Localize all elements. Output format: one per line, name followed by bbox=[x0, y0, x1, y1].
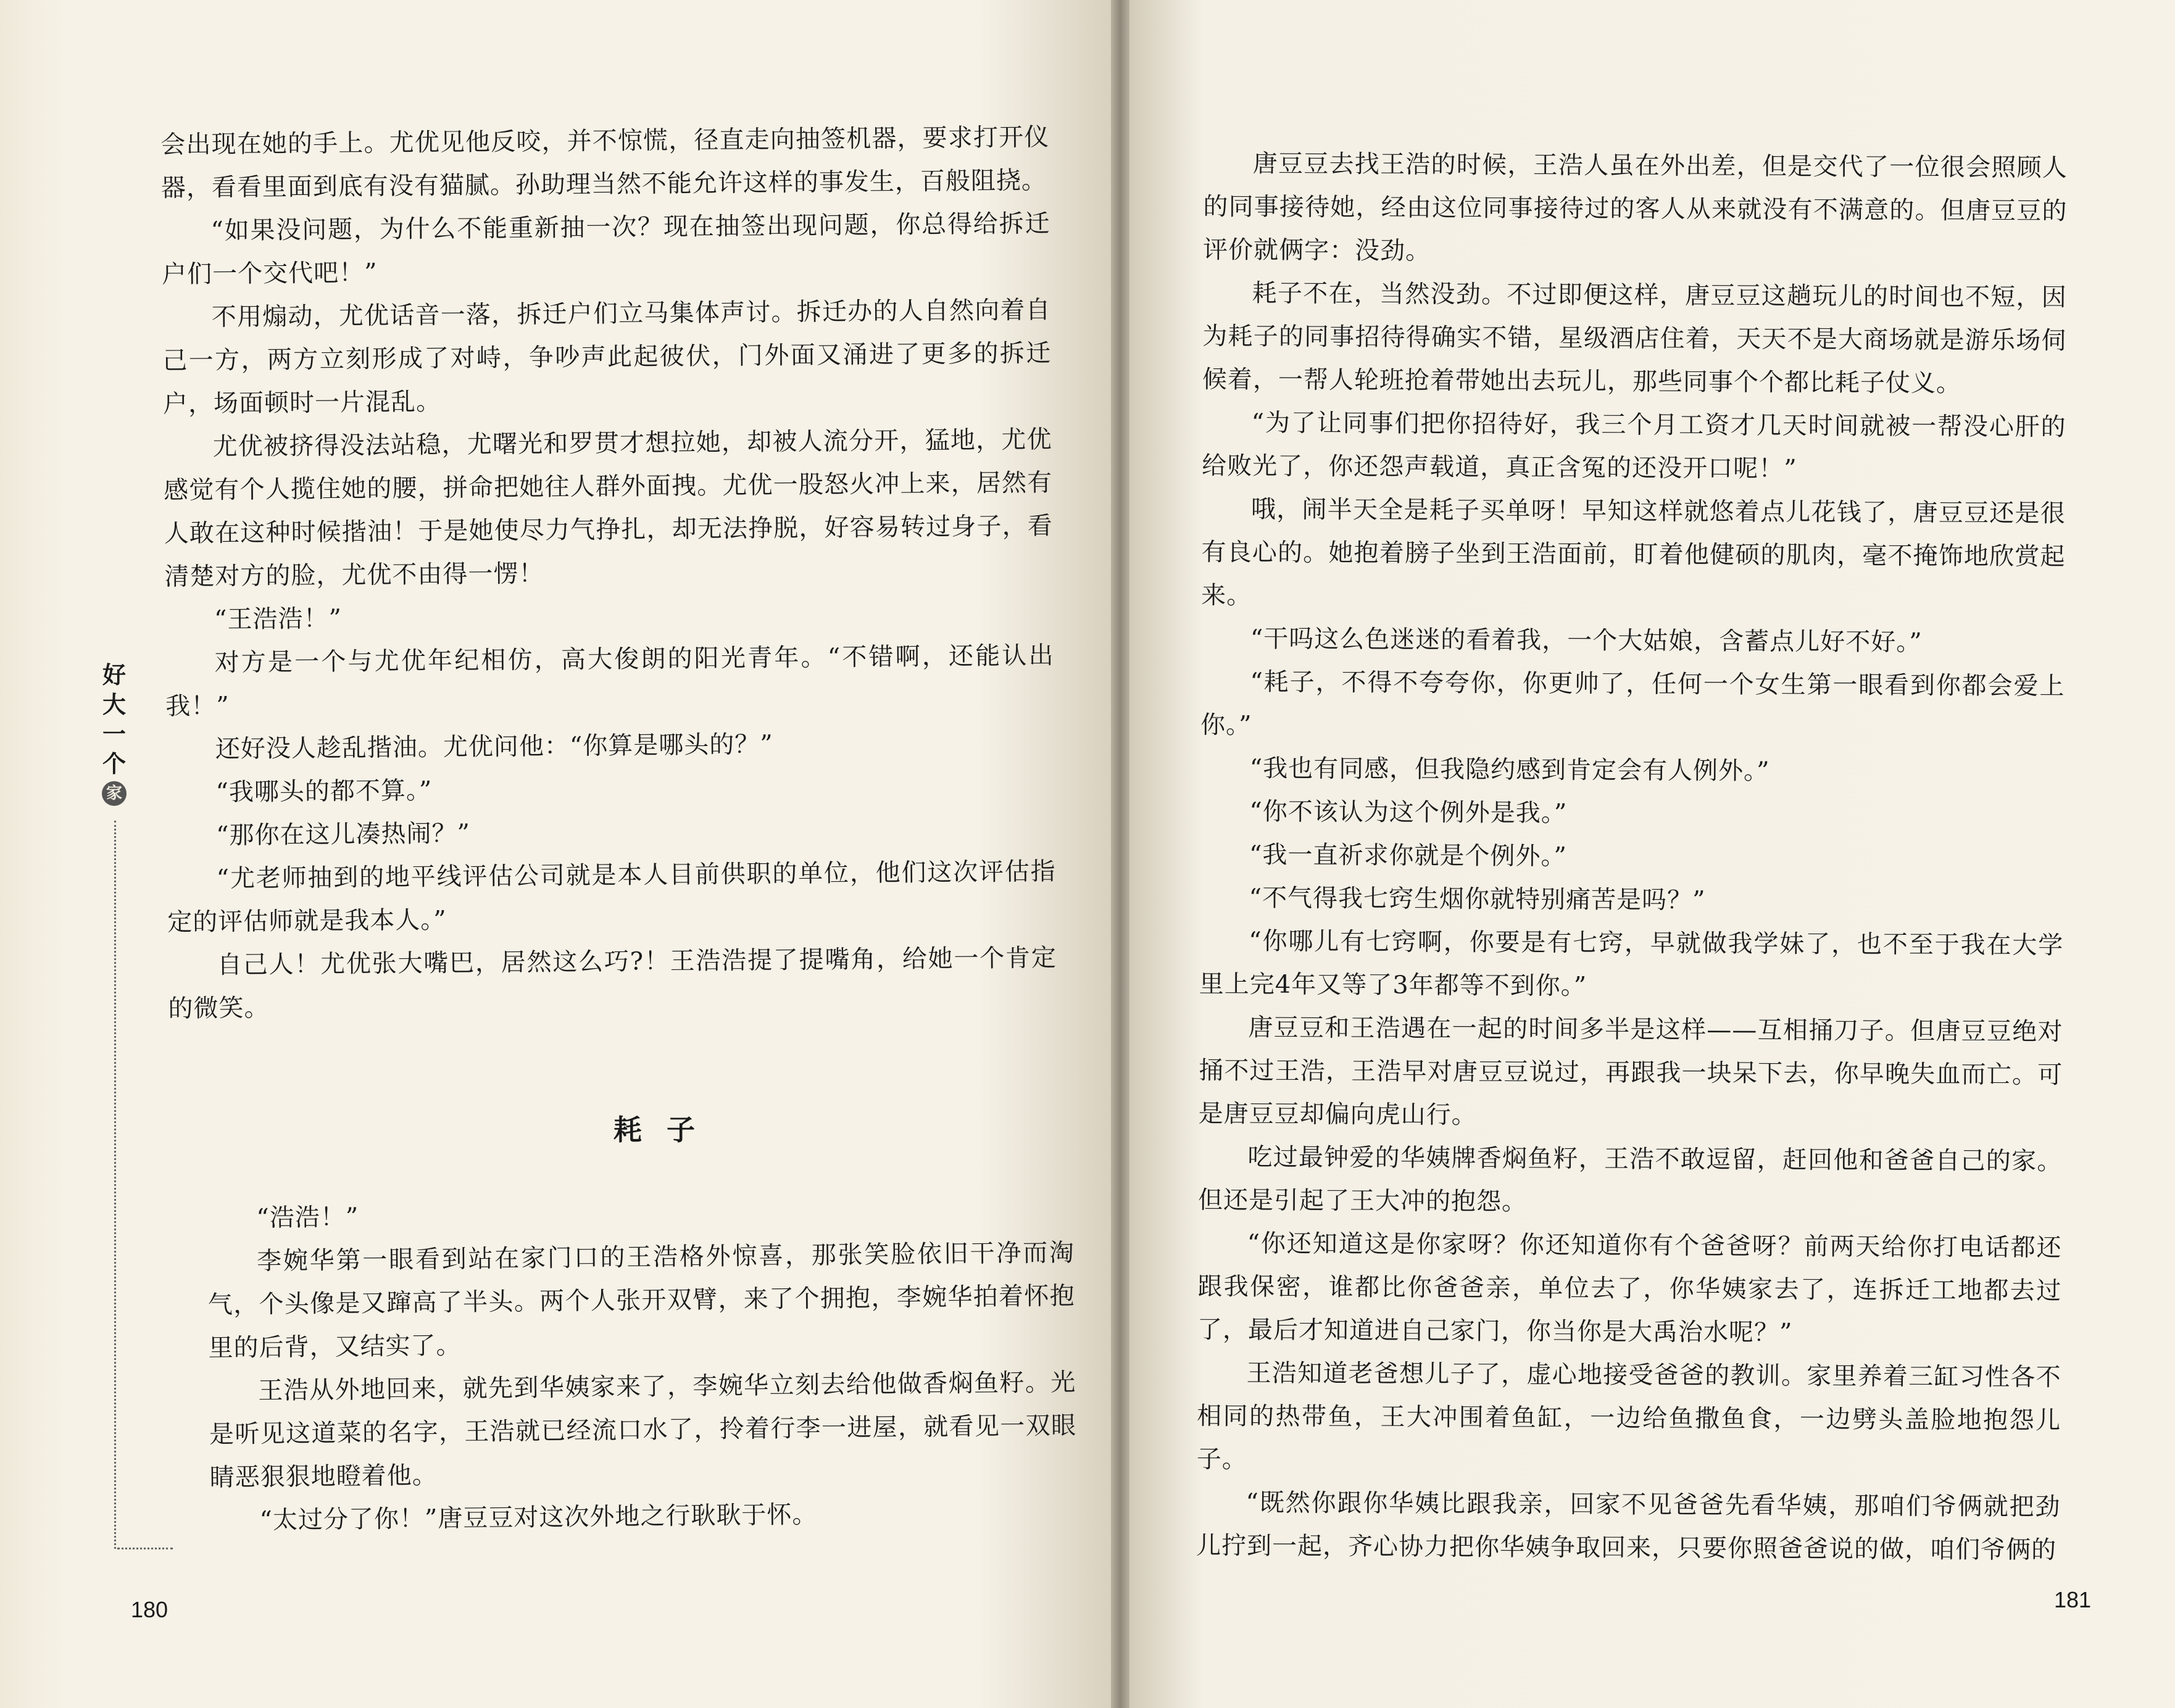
paragraph: 哦，闹半天全是耗子买单呀！早知这样就悠着点儿花钱了，唐豆豆还是很有良心的。她抱着膀子坐到王浩面前，盯着他健硕的肌肉，毫不掩饰地欣赏起来。 bbox=[1201, 495, 2066, 610]
paragraph: 王浩知道老爸想儿子了，虚心地接受爸爸的教训。家里养着三缸习性各不相同的热带鱼，王大冲围着鱼缸，一边给鱼撒鱼食，一边劈头盖脸地抱怨儿子。 bbox=[1196, 1359, 2061, 1474]
paragraph: 唐豆豆和王浩遇在一起的时间多半是这样——互相捅刀子。但唐豆豆绝对捅不过王浩，王浩早对唐豆豆说过，再跟我一块呆下去，你早晚失血而亡。可是唐豆豆却偏向虎山行。 bbox=[1198, 1013, 2063, 1130]
paragraph: “你还知道这是你家呀？你还知道你有个爸爸呀？前两天给你打电话都还跟我保密，谁都比你爸爸亲，单位去了，你华姨家去了，连拆迁工地都去过了，最后才知道进自己家门，你当你是大禹治水呢？” bbox=[1197, 1229, 2062, 1348]
paragraph: “我一直祈求你就是个例外。” bbox=[1249, 840, 1567, 871]
side-dotted-foot-rule bbox=[117, 1548, 173, 1549]
left-body-bottom bbox=[207, 1188, 1078, 1543]
paragraph: “耗子，不得不夸夸你，你更帅了，任何一个女生第一眼看到你都会爱上你。” bbox=[1200, 668, 2065, 740]
paragraph: 不用煽动，尤优话音一落，拆迁户们立马集体声讨。拆迁办的人自然向着自己一方，两方立刻形成了对峙，争吵声此起彼伏，门外面又涌进了更多的拆迁户，场面顿时一片混乱。 bbox=[162, 296, 1052, 418]
paragraph: “王浩浩！” bbox=[214, 604, 343, 634]
paragraph: 耗子不在，当然没劲。不过即便这样，唐豆豆这趟玩儿的时间也不短，因为耗子的同事招待得确实不错，星级酒店住着，天天不是大商场就是游乐场伺候着，一帮人轮班抢着带她出去玩儿，那些同事个个都比耗子仗义。 bbox=[1202, 279, 2067, 398]
page-number-left: 180 bbox=[131, 1597, 168, 1622]
right-body bbox=[1196, 142, 2068, 1572]
paragraph: “干吗这么色迷迷的看着我，一个大姑娘，含蓄点儿好不好。” bbox=[1250, 624, 1923, 657]
paragraph: “浩浩！” bbox=[256, 1203, 359, 1233]
side-title-char: 个 bbox=[102, 750, 126, 777]
side-title-char: 好 bbox=[102, 661, 126, 689]
side-book-title bbox=[99, 660, 130, 806]
side-title-char: 大 bbox=[102, 691, 126, 718]
paragraph: “不气得我七窍生烟你就特别痛苦是吗？” bbox=[1249, 884, 1706, 915]
paragraph: 唐豆豆去找王浩的时候，王浩人虽在外出差，但是交代了一位很会照顾人的同事接待她，经由这位同事接待过的客人从来就没有不满意的。但唐豆豆的评价就俩字：没劲。 bbox=[1202, 149, 2068, 265]
chapter-title: 耗子 bbox=[613, 1113, 720, 1146]
page-number-right: 181 bbox=[2054, 1587, 2092, 1612]
paragraph: 王浩从外地回来，就先到华姨家来了，李婉华立刻去给他做香焖鱼籽。光是听见这道菜的名字，王浩就已经流口水了，拎着行李一进屋，就看见一双眼睛恶狠狠地瞪着他。 bbox=[209, 1368, 1077, 1492]
paragraph: “你哪儿有七窍啊，你要是有七窍，早就做我学妹了，也不至于我在大学里上完4年又等了3年都等不到你。” bbox=[1199, 927, 2064, 1001]
paragraph: “你不该认为这个例外是我。” bbox=[1249, 797, 1568, 828]
paragraph: “那你在这儿凑热闹？” bbox=[215, 819, 471, 850]
side-dotted-rule bbox=[114, 821, 116, 1549]
left-body-top bbox=[160, 115, 1057, 1030]
paragraph: “如果没问题，为什么不能重新抽一次？现在抽签出现问题，你总得给拆迁户们一个交代吧！” bbox=[161, 209, 1050, 289]
paragraph: 尤优被挤得没法站稳，尤曙光和罗贯才想拉她，却被人流分开，猛地，尤优感觉有个人揽住她的腰，拼命把她往人群外面拽。尤优一股怒火冲上来，居然有人敢在这种时候揩油！于是她使尽力气挣扎，却无法挣脱，好容易转过身子，看清楚对方的脸，尤优不由得一愣！ bbox=[163, 425, 1053, 591]
paragraph: “尤老师抽到的地平线评估公司就是本人目前供职的单位，他们这次评估指定的评估师就是我本人。” bbox=[167, 857, 1056, 937]
paragraph: “既然你跟你华姨比跟我亲，回家不见爸爸先看华姨，那咱们爷俩就把劲儿拧到一起，齐心协力把你华姨争取回来，只要你照爸爸说的做，咱们爷俩的 bbox=[1196, 1488, 2061, 1565]
paragraph: 李婉华第一眼看到站在家门口的王浩格外惊喜，那张笑脸依旧干净而淘气，个头像是又蹿高了半头。两个人张开双臂，来了个拥抱，李婉华拍着怀抱里的后背，又结实了。 bbox=[207, 1238, 1075, 1362]
paragraph: “为了让同事们把你招待好，我三个月工资才几天时间就被一帮没心肝的给败光了，你还怨声载道，真正含冤的还没开口呢！” bbox=[1202, 408, 2066, 484]
paragraph: 会出现在她的手上。尤优见他反咬，并不惊慌，径直走向抽签机器，要求打开仪器，看看里面到底有没有猫腻。孙助理当然不能允许这样的事发生，百般阻挠。 bbox=[160, 123, 1050, 202]
paragraph: 吃过最钟爱的华姨牌香焖鱼籽，王浩不敢逗留，赶回他和爸爸自己的家。但还是引起了王大冲的抱怨。 bbox=[1197, 1143, 2063, 1216]
side-title-badge: 家 bbox=[102, 781, 127, 806]
paragraph: 自己人！尤优张大嘴巴，居然这么巧?！王浩浩提了提嘴角，给她一个肯定的微笑。 bbox=[168, 943, 1057, 1023]
paragraph: 还好没人趁乱揩油。尤优问他：“你算是哪头的？” bbox=[215, 730, 773, 764]
paragraph: “我也有同感，但我隐约感到肯定会有人例外。” bbox=[1249, 754, 1770, 786]
book-gutter bbox=[1111, 0, 1129, 1708]
side-title-char: 一 bbox=[102, 721, 126, 748]
paragraph: “太过分了你！”唐豆豆对这次外地之行耿耿于怀。 bbox=[259, 1500, 818, 1535]
paragraph: 对方是一个与尤优年纪相仿，高大俊朗的阳光青年。“不错啊，还能认出我！” bbox=[165, 641, 1054, 721]
paragraph: “我哪头的都不算。” bbox=[215, 776, 433, 807]
